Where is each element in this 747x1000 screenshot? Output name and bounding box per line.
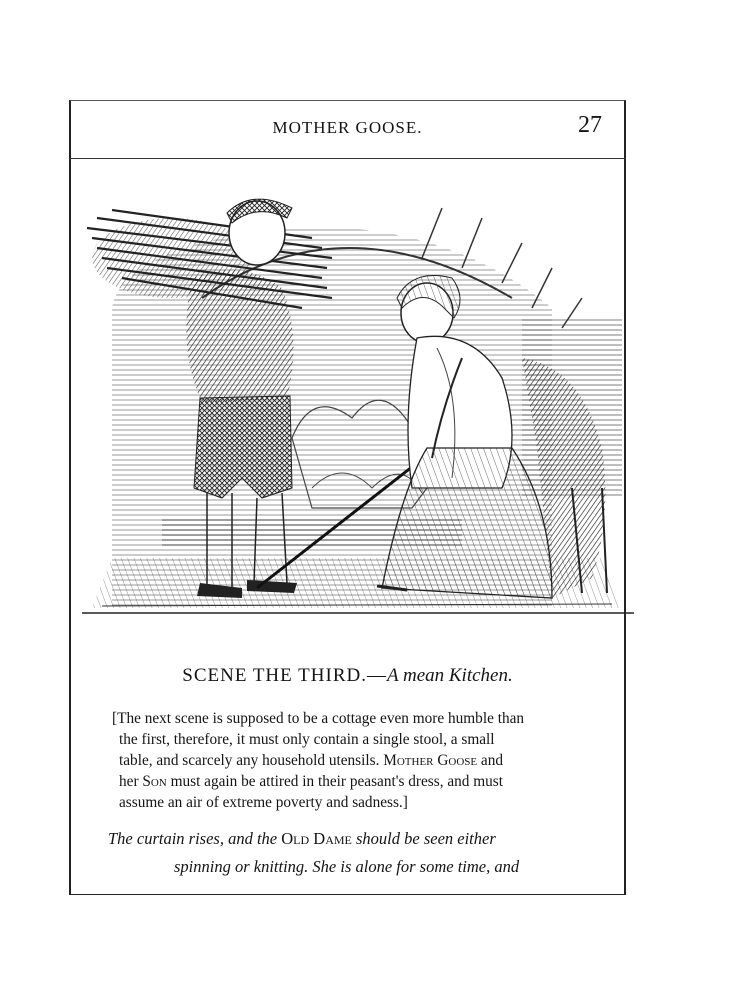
- bracket-paragraph: [112, 708, 592, 813]
- stage-line-1-a: The curtain rises, and the: [108, 829, 282, 848]
- mother-goose-name: Mother Goose: [383, 752, 478, 769]
- son-name: Son: [142, 773, 167, 790]
- engraving-illustration: [82, 188, 634, 628]
- scene-title-dash: —: [366, 665, 387, 686]
- para-line-2: the first, therefore, it must only contain a single stool, a small: [119, 731, 495, 748]
- scene-title-main: SCENE THE THIRD.: [182, 665, 367, 686]
- para-line-4: [112, 771, 592, 792]
- scene-title-sub: A mean Kitchen.: [386, 665, 513, 686]
- para-line-3-end: and: [477, 752, 504, 769]
- page-number: 27: [578, 112, 602, 138]
- para-line-1: [The next scene is supposed to be a cottage even more humble than: [112, 710, 525, 727]
- para-line-5: assume an air of extreme poverty and sadness.]: [119, 794, 408, 811]
- stage-line-1: [108, 825, 604, 853]
- running-title: MOTHER GOOSE.: [272, 118, 423, 137]
- scene-title: [69, 665, 626, 687]
- para-line-4-b: must again be attired in their peasant's dress, and must: [166, 773, 503, 790]
- stage-line-2: spinning or knitting. She is alone for some time, and: [174, 857, 520, 876]
- header-rule: [69, 158, 626, 159]
- running-head: [69, 100, 626, 160]
- stage-line-1-b: should be seen either: [351, 829, 496, 848]
- para-line-3-text: table, and scarcely any household utensils.: [119, 752, 380, 769]
- para-line-3: [112, 750, 592, 771]
- old-dame-name: Old Dame: [281, 829, 352, 848]
- stage-direction: [108, 825, 604, 881]
- para-line-4-a: her: [119, 773, 143, 790]
